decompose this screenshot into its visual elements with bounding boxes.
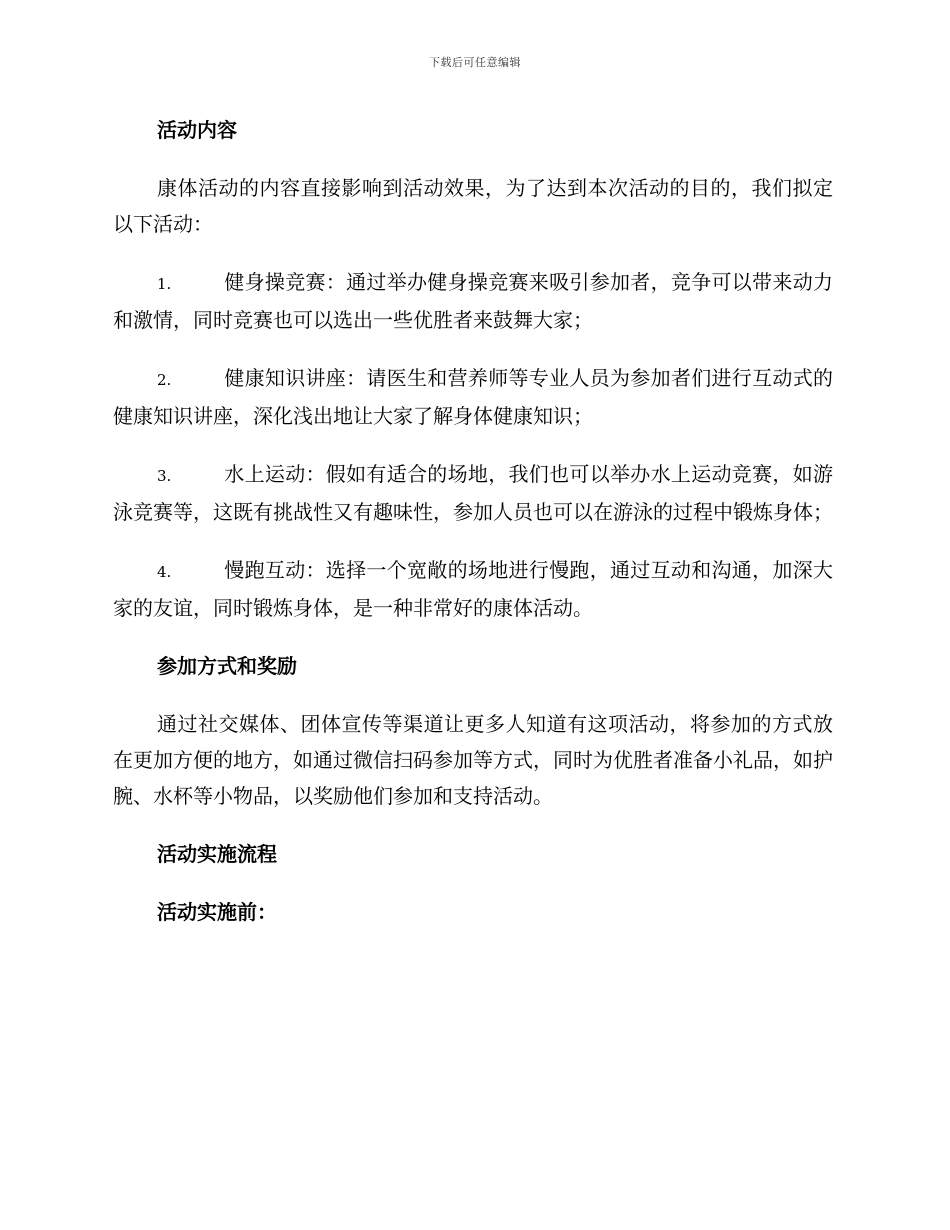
section-heading-implementation: 活动实施流程 [157,842,277,866]
section-heading-activity-content: 活动内容 [157,118,237,142]
participation-paragraph: 通过社交媒体、团体宣传等渠道让更多人知道有这项活动，将参加的方式放在更加方便的地方，如通过微信扫码参加等方式，同时为优胜者准备小礼品，如护腕、水杯等小物品，以奖励他们参加和支持活动。 [113,712,833,808]
list-item-text: 慢跑互动：选择一个宽敞的场地进行慢跑，通过互动和沟通，加深大家的友谊，同时锻炼身体，是一种非常好的康体活动。 [113,558,833,620]
document-body [113,112,833,952]
list-item-text: 健康知识讲座：请医生和营养师等专业人员为参加者们进行互动式的健康知识讲座，深化浅出地让大家了解身体健康知识； [113,366,833,428]
list-item [113,552,833,626]
page-header-note: 下载后可任意编辑 [429,56,521,69]
list-item-text: 健身操竞赛：通过举办健身操竞赛来吸引参加者，竞争可以带来动力和激情，同时竞赛也可以选出一些优胜者来鼓舞大家； [113,270,833,332]
list-item [113,456,833,530]
list-item-text: 水上运动：假如有适合的场地，我们也可以举办水上运动竞赛，如游泳竞赛等，这既有挑战性又有趣味性，参加人员也可以在游泳的过程中锻炼身体； [113,462,833,524]
list-item [113,264,833,338]
subheading-before-implementation: 活动实施前： [157,900,277,924]
activity-intro-paragraph: 康体活动的内容直接影响到活动效果，为了达到本次活动的目的，我们拟定以下活动： [113,176,833,236]
list-item-number: 4. [157,563,172,581]
list-item [113,360,833,434]
list-item-number: 3. [157,467,172,485]
section-heading-participation: 参加方式和奖励 [157,654,297,678]
list-item-number: 2. [157,371,172,389]
list-item-number: 1. [157,275,172,293]
